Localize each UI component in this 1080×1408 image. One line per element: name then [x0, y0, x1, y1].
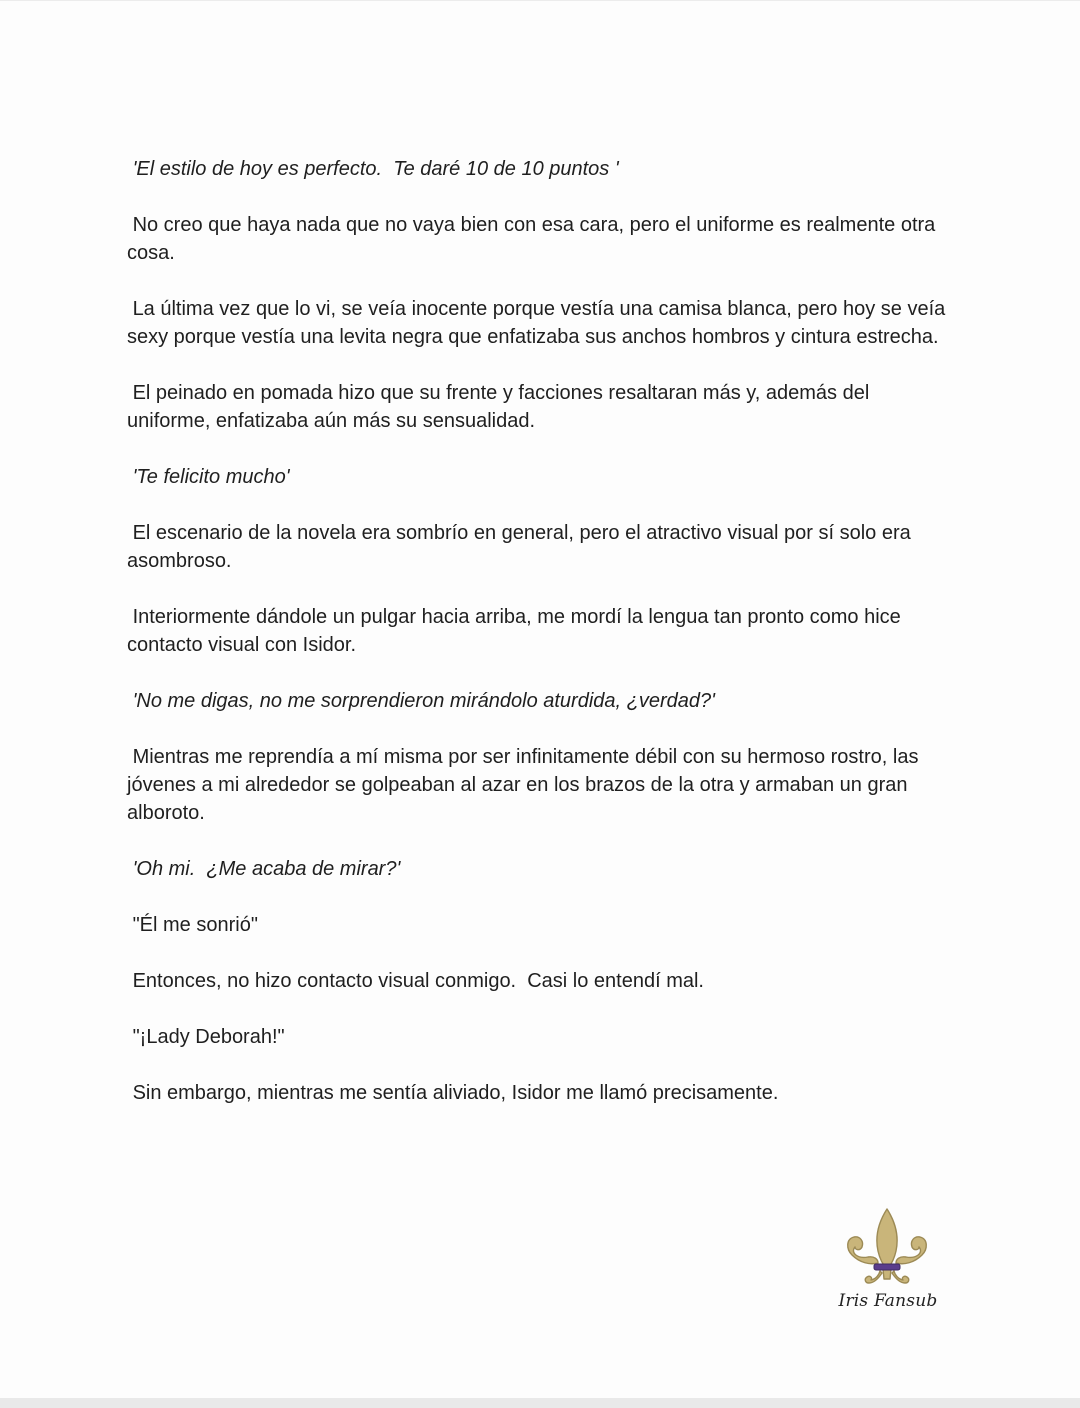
- body-paragraph: No creo que haya nada que no vaya bien con esa cara, pero el uniforme es realmente otra cosa.: [127, 214, 941, 264]
- thought-paragraph: 'Te felicito mucho': [127, 466, 290, 488]
- watermark-logo: [836, 1207, 940, 1319]
- watermark-text: Iris Fansub: [838, 1291, 938, 1311]
- thought-paragraph: 'El estilo de hoy es perfecto. Te daré 10 de 10 puntos ': [127, 158, 619, 180]
- body-paragraph: El escenario de la novela era sombrío en general, pero el atractivo visual por sí solo era asombroso.: [127, 522, 917, 572]
- body-paragraph: Interiormente dándole un pulgar hacia arriba, me mordí la lengua tan pronto como hice contacto visual con Isidor.: [127, 606, 907, 656]
- document-body: [127, 155, 957, 1135]
- body-paragraph: Sin embargo, mientras me sentía aliviado, Isidor me llamó precisamente.: [127, 1082, 779, 1104]
- body-paragraph: La última vez que lo vi, se veía inocente porque vestía una camisa blanca, pero hoy se veía sexy porque vestía una levita negra que enfatizaba sus anchos hombros y cintura estrecha.: [127, 298, 951, 348]
- body-paragraph: Entonces, no hizo contacto visual conmigo. Casi lo entendí mal.: [127, 970, 704, 992]
- body-paragraph: "Él me sonrió": [127, 914, 258, 936]
- body-paragraph: Mientras me reprendía a mí misma por ser infinitamente débil con su hermoso rostro, las jóvenes a mi alrededor se golpeaban al azar en los brazos de la otra y armaban un gran alboroto.: [127, 746, 925, 824]
- thought-paragraph: 'No me digas, no me sorprendieron mirándolo aturdida, ¿verdad?': [127, 690, 715, 712]
- body-paragraph: El peinado en pomada hizo que su frente y facciones resaltaran más y, además del uniforme, enfatizaba aún más su sensualidad.: [127, 382, 875, 432]
- fleur-de-lis-icon: [842, 1207, 932, 1291]
- thought-paragraph: 'Oh mi. ¿Me acaba de mirar?': [127, 858, 401, 880]
- body-paragraph: "¡Lady Deborah!": [127, 1026, 285, 1048]
